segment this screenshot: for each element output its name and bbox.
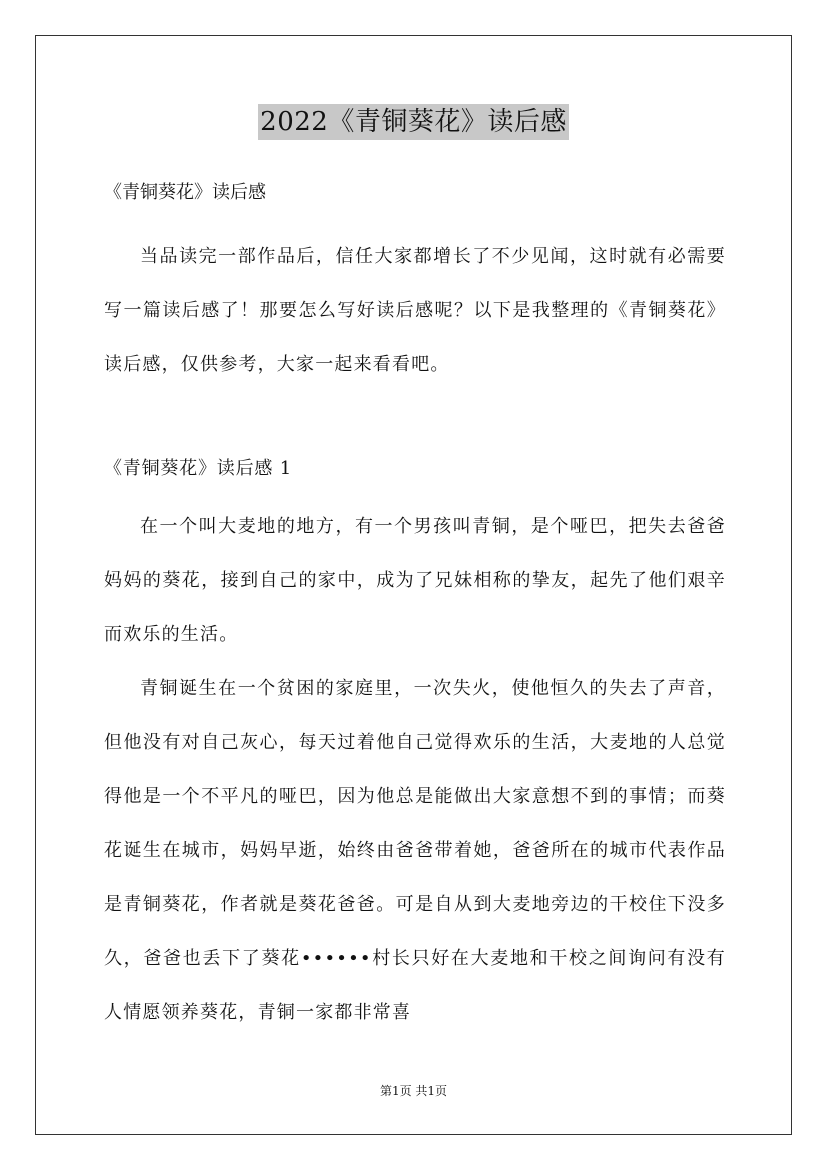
page-footer: 第1页 共1页: [379, 1084, 448, 1098]
body-paragraph: 青铜诞生在一个贫困的家庭里，一次失火，使他恒久的失去了声音，但他没有对自己灰心，每天过着他自己觉得欢乐的生活，大麦地的人总觉得他是一个不平凡的哑巴，因为他总是能做出大家意想不到的事情；而葵花诞生在城市，妈妈早逝，始终由爸爸带着她，爸爸所在的城市代表作品是青铜葵花，作者就是葵花爸爸。可是自从到大麦地旁边的干校住下没多久，爸爸也丢下了葵花••••••村长只好在大麦地和干校之间询问有没有人情愿领养葵花，青铜一家都非常喜: [104, 678, 726, 1023]
document-title: 2022《青铜葵花》读后感: [258, 104, 569, 140]
section-heading: 《青铜葵花》读后感 1: [104, 458, 292, 479]
body-paragraph: 在一个叫大麦地的地方，有一个男孩叫青铜，是个哑巴，把失去爸爸妈妈的葵花，接到自己的家中，成为了兄妹相称的挚友，起先了他们艰辛而欢乐的生活。: [104, 516, 726, 645]
title-container: [0, 104, 827, 140]
document-subtitle: 《青铜葵花》读后感: [104, 182, 266, 203]
document-body: [104, 176, 726, 1040]
intro-paragraph: 当品读完一部作品后，信任大家都增长了不少见闻，这时就有必需要写一篇读后感了！那要怎么写好读后感呢？以下是我整理的《青铜葵花》读后感，仅供参考，大家一起来看看吧。: [104, 246, 726, 375]
